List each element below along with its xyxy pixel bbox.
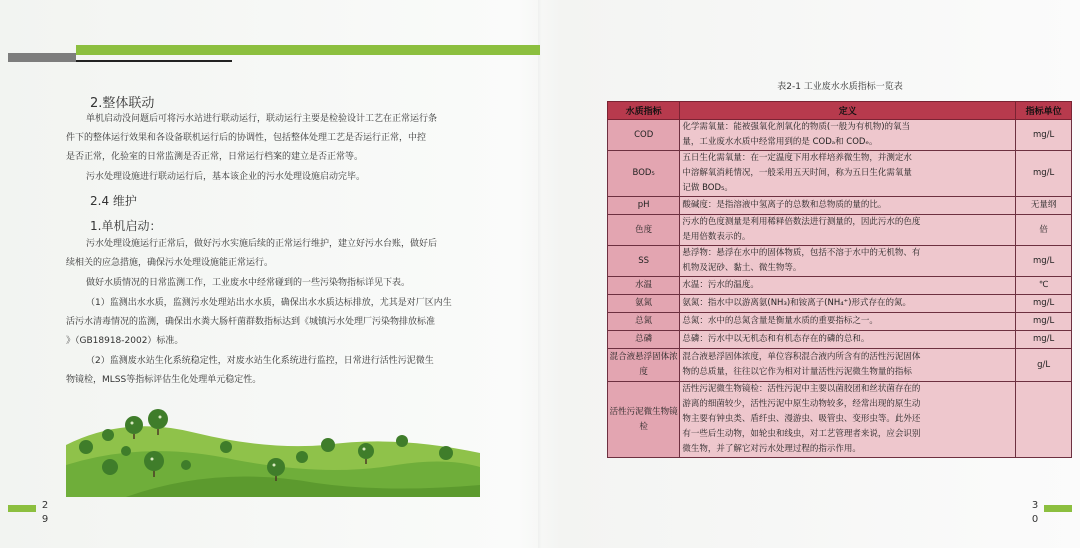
text-line: （2）监测废水站生化系统稳定性，对废水站生化系统进行监控，日常进行活性污泥微生 <box>86 356 434 366</box>
page-gutter <box>538 0 542 548</box>
definition-line: 五日生化需氧量：在一定温度下用水样培养微生物，并测定水 <box>682 153 912 163</box>
text-line: 件下的整体运行效果和各设备联机运行后的协调性，包括整体处理工艺是否运行正常，中控 <box>66 133 427 143</box>
unit-cell: 倍 <box>1016 215 1072 246</box>
column-header-definition: 定义 <box>680 102 1016 120</box>
text-line: 物镜检，MLSS等指标评估生化处理单元稳定性。 <box>66 375 262 385</box>
text-line: 》（GB18918-2002）标准。 <box>66 336 184 346</box>
text-line: 续相关的应急措施，确保污水处理设施能正常运行。 <box>66 258 274 268</box>
definition-line: 机物及泥砂、黏土、微生物等。 <box>682 263 802 273</box>
column-header-indicator: 水质指标 <box>608 102 680 120</box>
page-number-bar-left <box>8 505 36 512</box>
paragraph-biochemical-monitoring <box>66 352 496 390</box>
definition-line: 氨氮：指水中以游离氨(NH₃)和铵离子(NH₄⁺)形式存在的氮。 <box>682 298 911 308</box>
page-number-left: 2 9 <box>41 500 49 525</box>
decorative-gray-bar <box>8 53 76 62</box>
paragraph-maintenance <box>66 235 496 273</box>
indicator-name-cell: SS <box>608 246 680 277</box>
indicator-name-cell: BOD₅ <box>608 151 680 197</box>
subsection-heading-single-start: 1.单机启动： <box>90 219 162 233</box>
paragraph-linkage-complete: 污水处理设施进行联动运行后，基本该企业的污水处理设施启动完毕。 <box>86 172 366 182</box>
paragraph-effluent-monitoring <box>66 294 496 351</box>
definition-line: 混合液悬浮固体浓度，单位容积混合液内所含有的活性污泥固体 <box>682 352 921 362</box>
table-caption: 表2-1 工业废水水质指标一览表 <box>777 82 903 92</box>
table-row <box>608 197 1072 215</box>
indicator-name-cell: COD <box>608 120 680 151</box>
table-row <box>608 277 1072 295</box>
unit-cell: ℃ <box>1016 277 1072 295</box>
definition-cell <box>680 382 1016 458</box>
indicator-name-cell: 氨氮 <box>608 295 680 313</box>
indicator-name-cell: pH <box>608 197 680 215</box>
definition-cell <box>680 331 1016 349</box>
indicator-name-cell: 水温 <box>608 277 680 295</box>
decorative-rule <box>76 60 232 62</box>
unit-cell: 无量纲 <box>1016 197 1072 215</box>
paragraph-monitoring: 做好水质情况的日常监测工作，工业废水中经常碰到的一些污染物指标详见下表。 <box>86 278 411 288</box>
unit-cell: mg/L <box>1016 120 1072 151</box>
unit-cell: mg/L <box>1016 331 1072 349</box>
definition-cell <box>680 215 1016 246</box>
decorative-green-bar <box>76 45 540 55</box>
definition-cell <box>680 295 1016 313</box>
section-heading-maintenance: 2.4 维护 <box>90 194 137 208</box>
table-row <box>608 151 1072 197</box>
page-number-right: 3 0 <box>1031 500 1039 525</box>
unit-cell <box>1016 382 1072 458</box>
definition-line: 总磷：污水中以无机态和有机态存在的磷的总和。 <box>682 334 870 344</box>
definition-cell <box>680 197 1016 215</box>
definition-cell <box>680 313 1016 331</box>
paragraph-linkage <box>66 110 496 167</box>
page-number-bar-right <box>1044 505 1072 512</box>
definition-line: 酸碱度：是指溶液中氢离子的总数和总物质的量的比。 <box>682 200 887 210</box>
unit-cell: mg/L <box>1016 151 1072 197</box>
section-heading-integrated-linkage: 2.整体联动 <box>90 96 155 111</box>
definition-cell <box>680 120 1016 151</box>
definition-cell <box>680 277 1016 295</box>
green-hills-illustration <box>66 405 480 497</box>
indicator-name-cell: 色度 <box>608 215 680 246</box>
definition-line: 微生物，并了解它对污水处理过程的指示作用。 <box>682 444 861 454</box>
indicator-name-cell: 混合液悬浮固体浓度 <box>608 349 680 382</box>
definition-cell <box>680 151 1016 197</box>
table-row <box>608 295 1072 313</box>
definition-line: 化学需氧量：能被强氧化剂氧化的物质(一般为有机物)的氧当 <box>682 122 911 132</box>
definition-line: 悬浮物：悬浮在水中的固体物质，包括不溶于水中的无机物、有 <box>682 248 921 258</box>
water-quality-indicator-table <box>607 101 1072 458</box>
text-line: 单机启动没问题后可将污水站进行联动运行，联动运行主要是检验设计工艺在正常运行条 <box>86 114 438 124</box>
definition-line: 物的总质量，往往以它作为相对计量活性污泥微生物量的指标 <box>682 367 912 377</box>
column-header-unit: 指标单位 <box>1016 102 1072 120</box>
definition-line: 物主要有钟虫类、盾纤虫、漫游虫、吸管虫、变形虫等。此外还 <box>682 414 921 424</box>
definition-line: 量，工业废水水质中经常用到的是 CODₐ和 CODₑ。 <box>682 137 878 147</box>
definition-line: 总氮：水中的总氮含量是衡量水质的重要指标之一。 <box>682 316 878 326</box>
text-line: 污水处理设施运行正常后，做好污水实施后续的正常运行维护，建立好污水台账，做好后 <box>86 239 438 249</box>
unit-cell: mg/L <box>1016 295 1072 313</box>
table-row <box>608 246 1072 277</box>
definition-line: 游离的细菌较少，活性污泥中原生动物较多，经常出现的原生动 <box>682 399 921 409</box>
definition-line: 活性污泥微生物镜检：活性污泥中主要以菌胶团和丝状菌存在的 <box>682 384 921 394</box>
table-row <box>608 382 1072 458</box>
indicator-name-cell: 活性污泥微生物镜检 <box>608 382 680 458</box>
definition-line: 记做 BOD₅。 <box>682 183 733 193</box>
unit-cell: mg/L <box>1016 246 1072 277</box>
text-line: 是否正常，化验室的日常监测是否正常，日常运行档案的建立是否正常等。 <box>66 152 364 162</box>
table-row <box>608 313 1072 331</box>
text-line: （1）监测出水水质，监测污水处理站出水水质，确保出水水质达标排放，尤其是对厂区内生 <box>86 298 452 308</box>
definition-line: 中溶解氧消耗情况，一般采用五天时间，称为五日生化需氧量 <box>682 168 912 178</box>
table-row <box>608 215 1072 246</box>
unit-cell: g/L <box>1016 349 1072 382</box>
text-line: 活污水清毒情况的监测，确保出水粪大肠杆菌群数指标达到《城镇污水处理厂污染物排放标准 <box>66 317 436 327</box>
definition-cell <box>680 246 1016 277</box>
definition-line: 是用倍数表示的。 <box>682 232 751 242</box>
indicator-name-cell: 总氮 <box>608 313 680 331</box>
unit-cell: mg/L <box>1016 313 1072 331</box>
table-row <box>608 331 1072 349</box>
definition-line: 污水的色度测量是利用稀释倍数法进行测量的，因此污水的色度 <box>682 217 921 227</box>
indicator-name-cell: 总磷 <box>608 331 680 349</box>
table-row <box>608 349 1072 382</box>
table-row <box>608 120 1072 151</box>
definition-line: 水温：污水的温度。 <box>682 280 759 290</box>
definition-cell <box>680 349 1016 382</box>
definition-line: 有一些后生动物，如轮虫和线虫，对工艺管理者来说，应会识别 <box>682 429 921 439</box>
table-header-row <box>608 102 1072 120</box>
